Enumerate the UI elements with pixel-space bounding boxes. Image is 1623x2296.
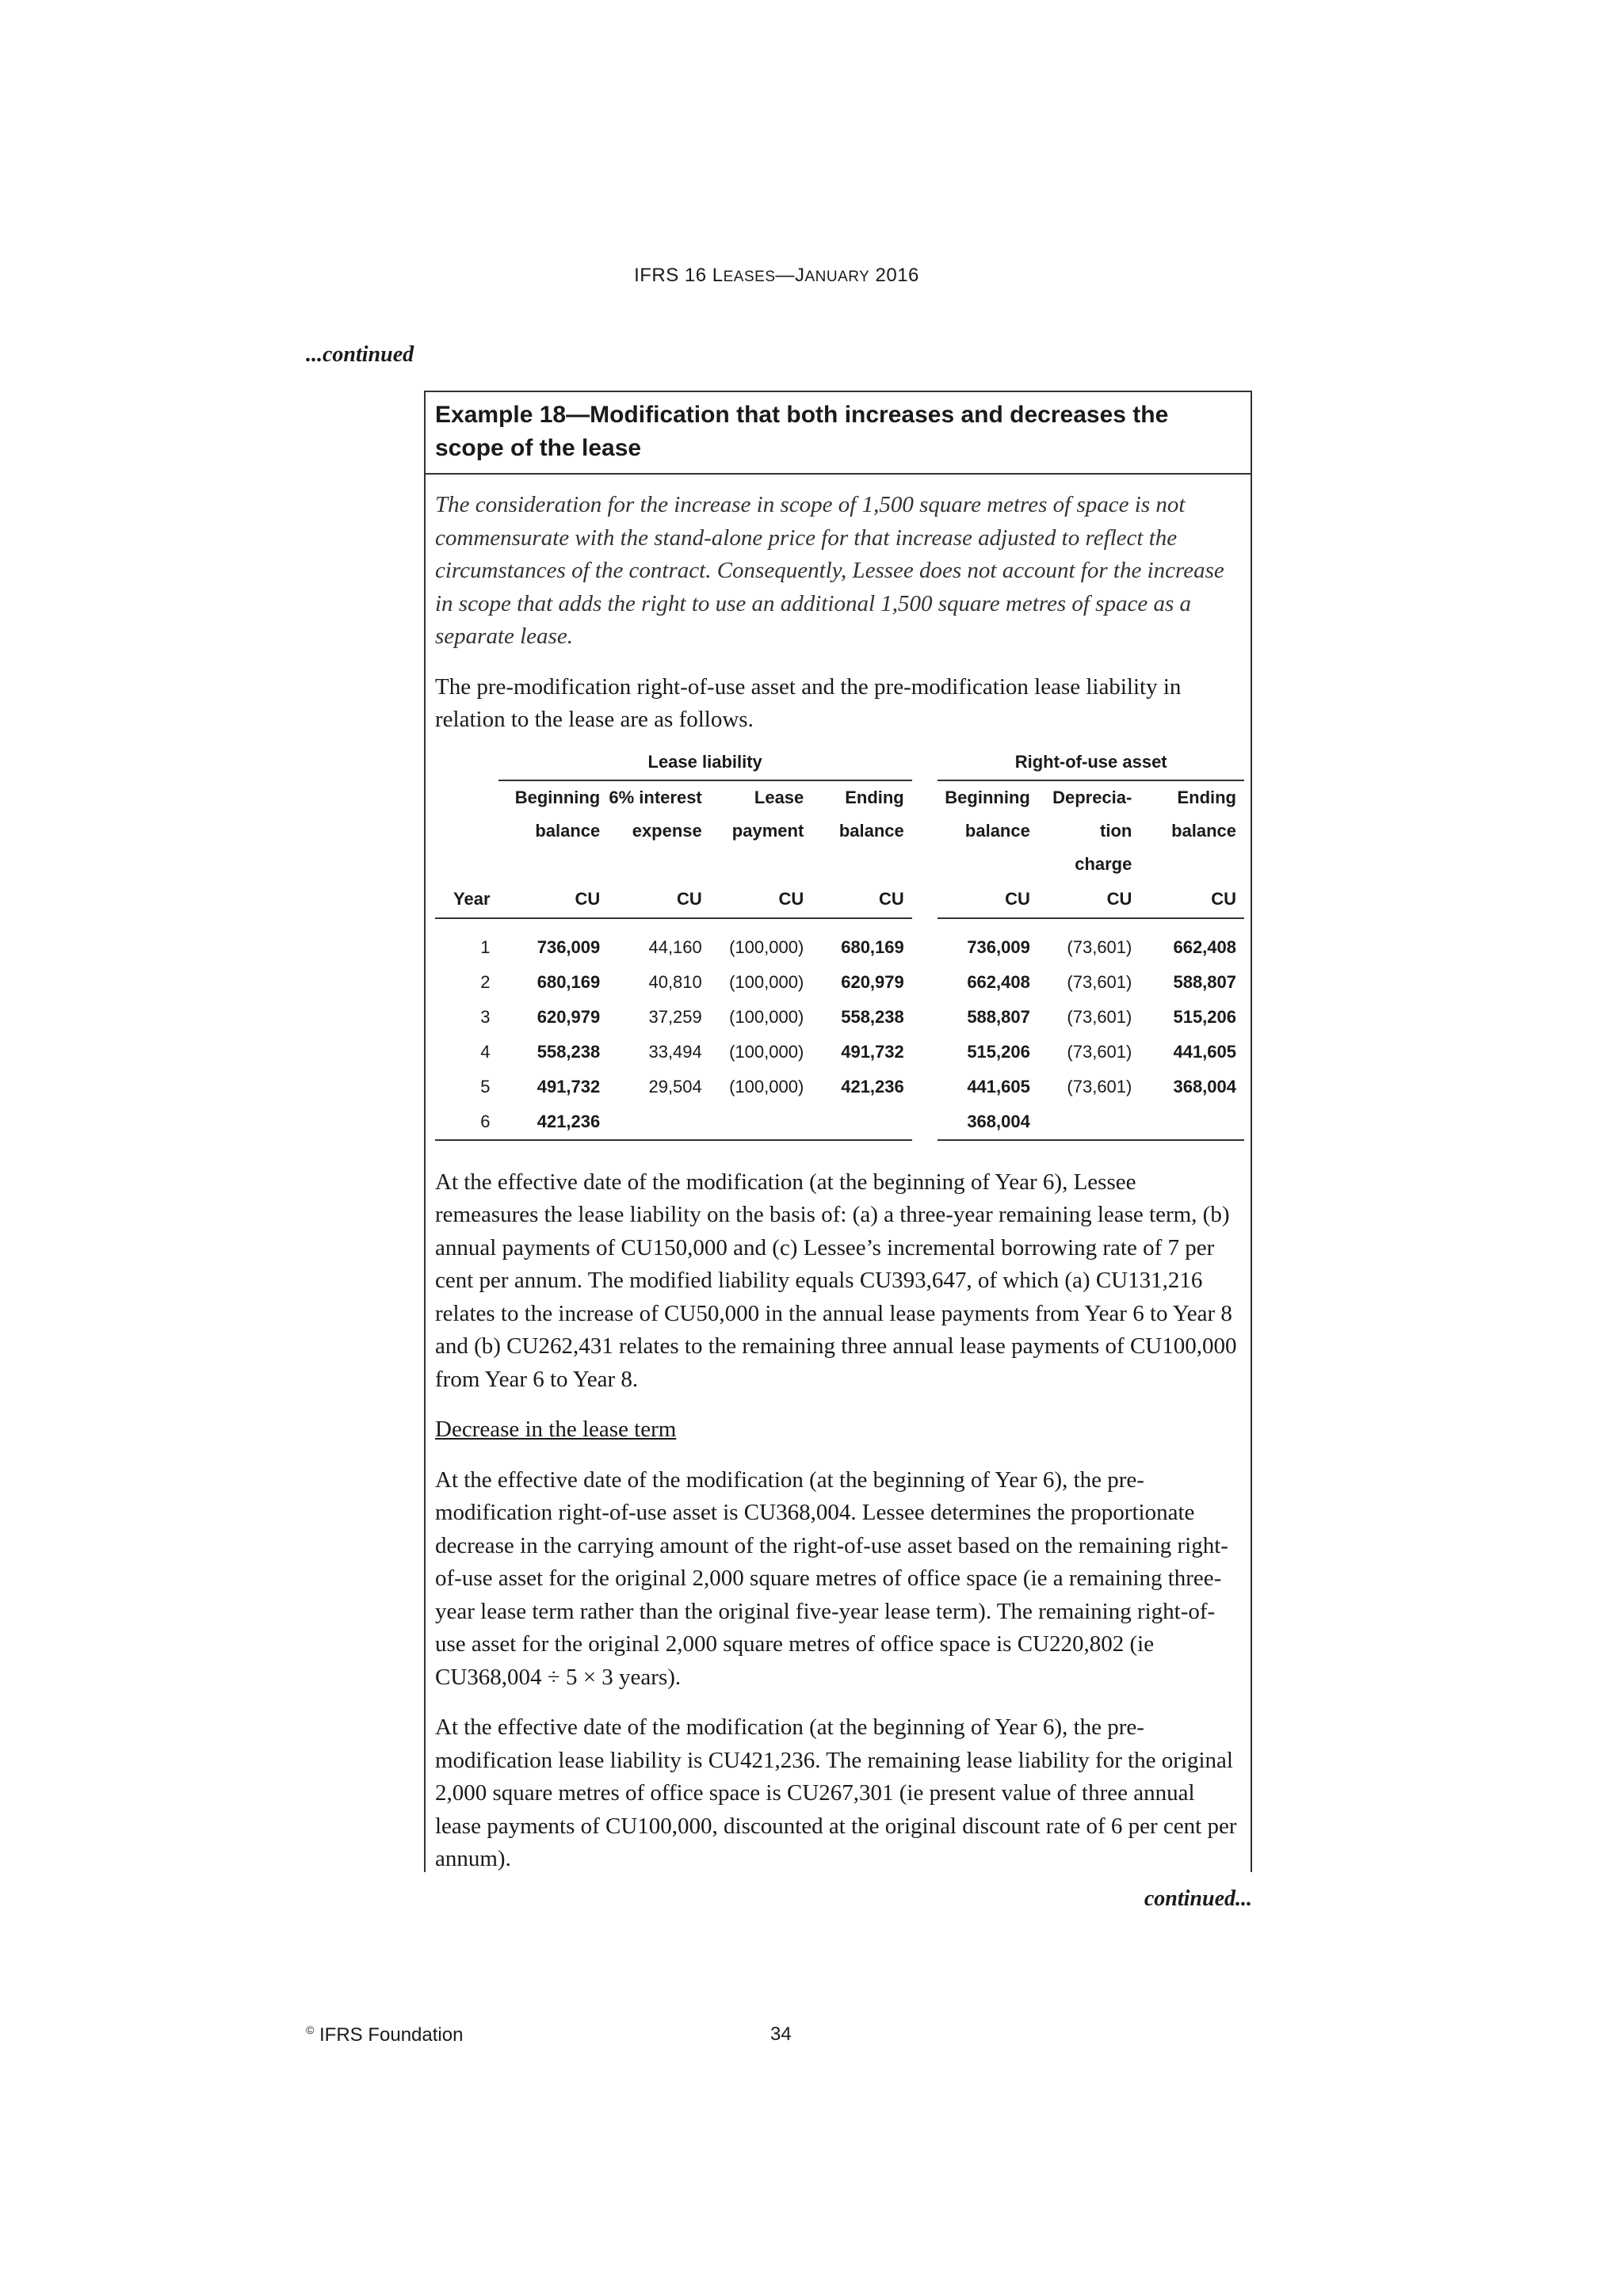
- year-cell: 4: [480, 1041, 491, 1062]
- col-rou-ending: Ending balance: [1171, 787, 1236, 841]
- interest-cell: 44,160: [648, 936, 702, 957]
- page-number: 34: [770, 2023, 792, 2045]
- col-depreciation: Deprecia- tion charge: [1052, 787, 1132, 874]
- ll-begin-cell: 680,169: [537, 971, 601, 992]
- col-interest-expense: 6% interest expense: [609, 787, 702, 841]
- liability-paragraph: At the effective date of the modification (at the beginning of Year 6), the pre-modification lease liability is CU421,236. The remaining lease liability for the original 2,000 square metres of office space is CU267,301 (ie present value of three annual lease payments of CU100,000, discounted at the original discount rate of 6 per cent per annum).: [435, 1714, 1237, 1871]
- example-content: [426, 475, 1251, 1876]
- col-year: Year: [435, 881, 498, 918]
- header-dash: —J: [775, 265, 805, 286]
- table-row: [435, 1104, 1244, 1140]
- decrease-subheading: Decrease in the lease term: [435, 1417, 677, 1442]
- rou-end-cell: 368,004: [1173, 1076, 1236, 1097]
- dep-cell: (73,601): [1067, 1076, 1132, 1097]
- rou-begin-cell: 515,206: [967, 1041, 1030, 1062]
- ll-end-cell: 421,236: [841, 1076, 904, 1097]
- unit-cu: CU: [1140, 881, 1244, 918]
- year-cell: 3: [480, 1006, 491, 1027]
- payment-cell: (100,000): [729, 971, 804, 992]
- ll-end-cell: 680,169: [841, 936, 904, 957]
- ll-end-cell: 620,979: [841, 971, 904, 992]
- lease-table: [435, 745, 1244, 1141]
- unit-cu: CU: [812, 881, 911, 918]
- payment-cell: (100,000): [729, 936, 804, 957]
- payment-cell: [710, 1104, 812, 1140]
- header-smallcaps-1: EASES: [723, 269, 776, 285]
- table-row: [435, 918, 1244, 965]
- unit-cu: CU: [938, 881, 1037, 918]
- col-rou-beginning: Beginning balance: [945, 787, 1030, 841]
- ll-begin-cell: 736,009: [537, 936, 601, 957]
- intro-paragraph: The consideration for the increase in scope of 1,500 square metres of space is not commensurate with the stand-alone price for that increase adjusted to reflect the circumstances of the contract. Consequently, Lessee does not account for the increase in scope that adds the right to use an additional 1,500 square metres of space as a separate lease.: [435, 492, 1224, 649]
- dep-cell: (73,601): [1067, 971, 1132, 992]
- group-rou-asset: Right-of-use asset: [938, 745, 1244, 780]
- continued-top: ...continued: [306, 342, 414, 367]
- rou-begin-cell: 441,605: [967, 1076, 1030, 1097]
- rou-end-cell: 588,807: [1173, 971, 1236, 992]
- interest-cell: 37,259: [648, 1006, 702, 1027]
- rou-end-cell: 515,206: [1173, 1006, 1236, 1027]
- payment-cell: (100,000): [729, 1006, 804, 1027]
- col-beginning-balance: Beginning balance: [514, 787, 601, 841]
- rou-begin-cell: 662,408: [967, 971, 1030, 992]
- footer-copyright: [306, 2023, 463, 2046]
- year-cell: 1: [480, 936, 491, 957]
- group-lease-liability: Lease liability: [498, 745, 912, 780]
- page-header: [0, 265, 1553, 287]
- rou-begin-cell: 368,004: [938, 1104, 1037, 1140]
- rou-end-cell: 441,605: [1173, 1041, 1236, 1062]
- table-row: [435, 1070, 1244, 1104]
- unit-cu: CU: [1038, 881, 1140, 918]
- header-year: 2016: [869, 265, 919, 286]
- col-ending-balance: Ending balance: [838, 787, 904, 841]
- unit-cu: CU: [710, 881, 812, 918]
- ll-end-cell: [812, 1104, 911, 1140]
- dep-cell: (73,601): [1067, 1006, 1132, 1027]
- pre-table-paragraph: The pre-modification right-of-use asset and the pre-modification lease liability in relation to the lease are as follows.: [435, 673, 1182, 732]
- interest-cell: 40,810: [648, 971, 702, 992]
- interest-cell: [608, 1104, 710, 1140]
- dep-cell: (73,601): [1067, 936, 1132, 957]
- payment-cell: (100,000): [729, 1076, 804, 1097]
- copyright-symbol: ©: [306, 2023, 315, 2036]
- remeasure-paragraph: At the effective date of the modification (at the beginning of Year 6), Lessee remeasures the lease liability on the basis of: (a) a three-year remaining lease term, (b) annual payments of CU150,000 and (c) Lessee’s incremental borrowing rate of 7 per cent per annum. The modified liability equals CU393,647, of which (a) CU131,216 relates to the increase of CU50,000 in the annual lease payments from Year 6 to Year 8 and (b) CU262,431 relates to the remaining three annual lease payments of CU100,000 from Year 6 to Year 8.: [435, 1169, 1237, 1392]
- example-box: [424, 391, 1252, 1872]
- ll-begin-cell: 421,236: [498, 1104, 609, 1140]
- ll-end-cell: 558,238: [841, 1006, 904, 1027]
- header-smallcaps-2: ANUARY: [804, 269, 870, 285]
- year-cell: 5: [480, 1076, 491, 1097]
- table-row: [435, 1035, 1244, 1070]
- ll-begin-cell: 558,238: [537, 1041, 601, 1062]
- table-row: [435, 1000, 1244, 1035]
- year-cell: 6: [435, 1104, 498, 1140]
- dep-cell: [1038, 1104, 1140, 1140]
- ll-begin-cell: 620,979: [537, 1006, 601, 1027]
- dep-cell: (73,601): [1067, 1041, 1132, 1062]
- footer-foundation: IFRS Foundation: [314, 2024, 464, 2046]
- rou-begin-cell: 588,807: [967, 1006, 1030, 1027]
- rou-paragraph: At the effective date of the modification (at the beginning of Year 6), the pre-modification right-of-use asset is CU368,004. Lessee determines the proportionate decrease in the carrying amount of the right-of-use asset based on the remaining right-of-use asset for the original 2,000 square metres of office space (ie a remaining three-year lease term rather than the original five-year lease term). The remaining right-of-use asset for the original 2,000 square metres of office space is CU220,802 (ie CU368,004 ÷ 5 × 3 years).: [435, 1466, 1228, 1690]
- year-cell: 2: [480, 971, 491, 992]
- ll-begin-cell: 491,732: [537, 1076, 601, 1097]
- rou-end-cell: [1140, 1104, 1244, 1140]
- example-title: Example 18—Modification that both increases and decreases the scope of the lease: [426, 392, 1251, 475]
- rou-end-cell: 662,408: [1173, 936, 1236, 957]
- col-lease-payment: Lease payment: [731, 787, 804, 841]
- continued-bottom: continued...: [1144, 1886, 1252, 1911]
- header-prefix: IFRS 16 L: [634, 265, 724, 286]
- unit-cu: CU: [608, 881, 710, 918]
- unit-cu: CU: [498, 881, 609, 918]
- table-row: [435, 965, 1244, 1000]
- interest-cell: 33,494: [648, 1041, 702, 1062]
- payment-cell: (100,000): [729, 1041, 804, 1062]
- ll-end-cell: 491,732: [841, 1041, 904, 1062]
- rou-begin-cell: 736,009: [967, 936, 1030, 957]
- interest-cell: 29,504: [648, 1076, 702, 1097]
